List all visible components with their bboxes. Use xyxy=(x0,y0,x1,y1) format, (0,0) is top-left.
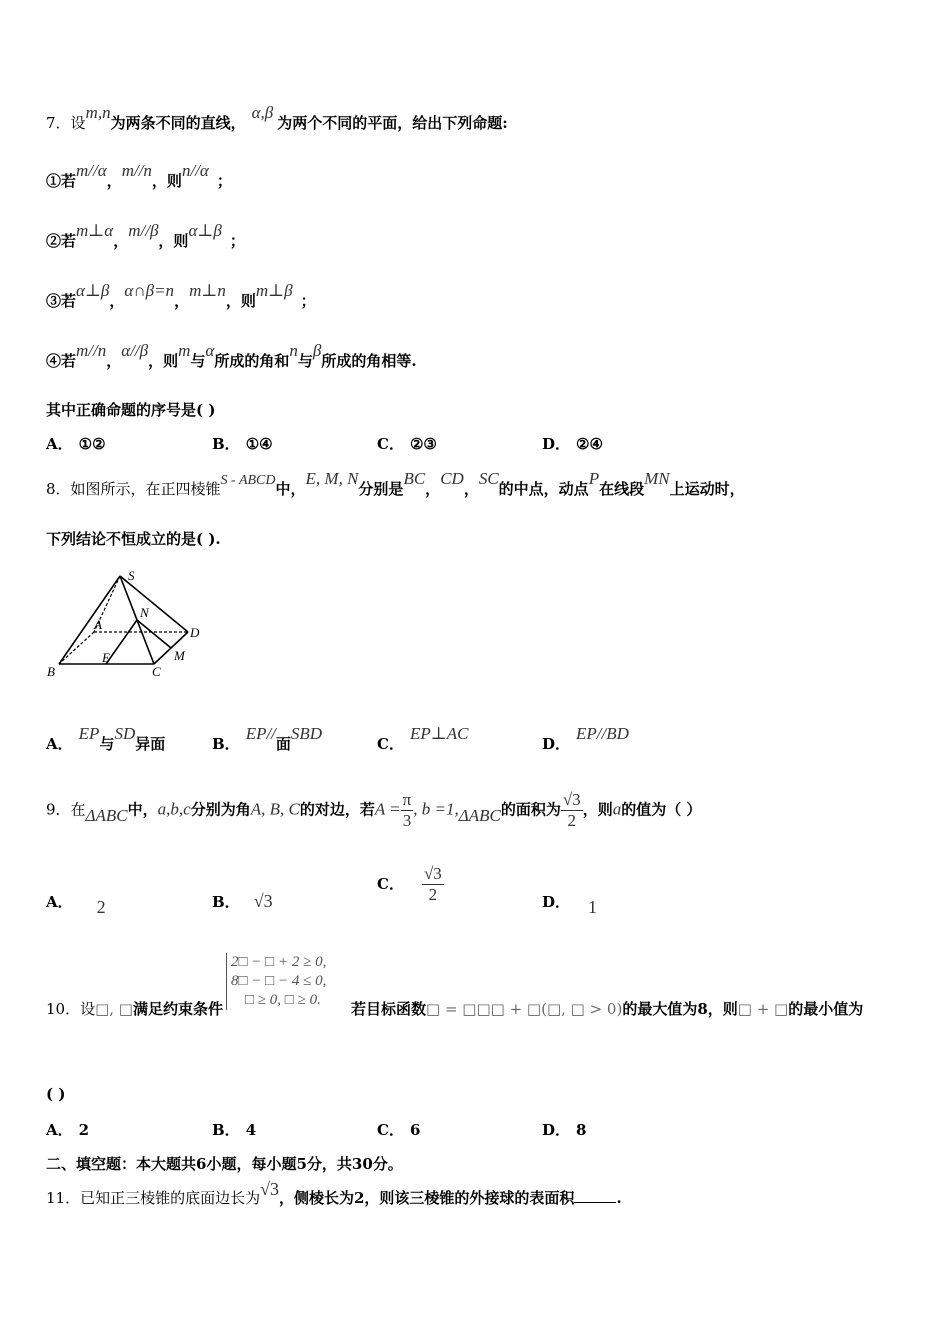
q7-proposition-2: ②若m⊥α，m//β，则α⊥β； xyxy=(46,221,245,250)
q9-option-a: A． 2 xyxy=(46,893,106,917)
q8-option-b: B．EP//面SBD xyxy=(212,724,323,753)
q8-stem-2: 下列结论不恒成立的是( ). xyxy=(46,530,221,548)
q9-option-c: C． $\frac{√3}{2}$ xyxy=(377,864,442,904)
label-B: B xyxy=(47,664,55,679)
q10-option-a: A． 2 xyxy=(46,1121,90,1139)
q7-proposition-3: ③若α⊥β，α∩β=n，m⊥n，则m⊥β； xyxy=(46,281,316,310)
q9-option-b: B． √3 xyxy=(212,891,273,911)
q8-option-d: D．EP//BD xyxy=(542,724,629,753)
edge-AB xyxy=(59,632,94,664)
pyramid-figure xyxy=(44,568,214,684)
q9-stem: 9．在ΔABC中，a,b,c分别为角A, B, C的对边，若A = $\frac{\pi}{3}$ , b =1,ΔABC的面积为 $\frac{√3}{2}$ ，则a的值为（ ） xyxy=(46,790,702,830)
label-S: S xyxy=(128,568,135,583)
label-C: C xyxy=(152,664,161,679)
q9-option-d: D． 1 xyxy=(542,893,598,917)
q10-option-c: C． 6 xyxy=(377,1121,421,1139)
label-D: D xyxy=(190,625,200,640)
q7-proposition-4: ④若m//n，α//β，则m与α所成的角和n与β所成的角相等. xyxy=(46,341,417,370)
constraint-system: 2□ − □ + 2 ≥ 0, 8□ − □ − 4 ≤ 0, □ ≥ 0, □ ≥ 0. xyxy=(226,953,326,1010)
q8-stem: 8．如图所示，在正四棱锥S - ABCD中，E, M, N分别是BC，CD，SC的中点，动点P在线段MN上运动时， xyxy=(46,469,745,498)
q8-option-c: C．EP⊥AC xyxy=(377,724,469,753)
answer-blank[interactable] xyxy=(574,1202,616,1203)
q7-stem: 7．设m,n为两条不同的直线，α,β为两个不同的平面，给出下列命题: xyxy=(46,103,508,132)
q10-option-d: D． 8 xyxy=(542,1121,587,1139)
angle-fraction: $\frac{\pi}{3}$ xyxy=(402,790,412,830)
label-N: N xyxy=(140,605,149,620)
edge-SB xyxy=(59,576,120,664)
q7-option-c: C． ②③ xyxy=(377,435,437,453)
label-E: E xyxy=(102,650,110,665)
q10-answer-paren: ( ) xyxy=(46,1085,66,1103)
label-A: A xyxy=(94,617,102,632)
q10-stem: 10．设□, □满足约束条件 若目标函数□ = □□□ + □(□, □ > 0)的最大值为8，则□ + □的最小值为 xyxy=(46,1000,864,1018)
q7-proposition-1: ①若m//α，m//n，则n//α； xyxy=(46,161,232,190)
q11-stem: 11．已知正三棱锥的底面边长为√3，侧棱长为2，则该三棱锥的外接球的表面积 . xyxy=(46,1179,622,1207)
q10-option-b: B． 4 xyxy=(212,1121,257,1139)
q7-option-b: B． ①④ xyxy=(212,435,273,453)
section-2-heading: 二、填空题：本大题共6小题，每小题5分，共30分。 xyxy=(46,1155,403,1173)
q7-option-d: D． ②④ xyxy=(542,435,603,453)
q7-option-a: A． ①② xyxy=(46,435,106,453)
area-fraction: $\frac{√3}{2}$ xyxy=(562,790,581,830)
label-M: M xyxy=(174,648,185,663)
edge-EN xyxy=(106,620,137,664)
q8-option-a: A．EP与SD异面 xyxy=(46,724,166,753)
q7-question: 其中正确命题的序号是( ) xyxy=(46,401,216,419)
